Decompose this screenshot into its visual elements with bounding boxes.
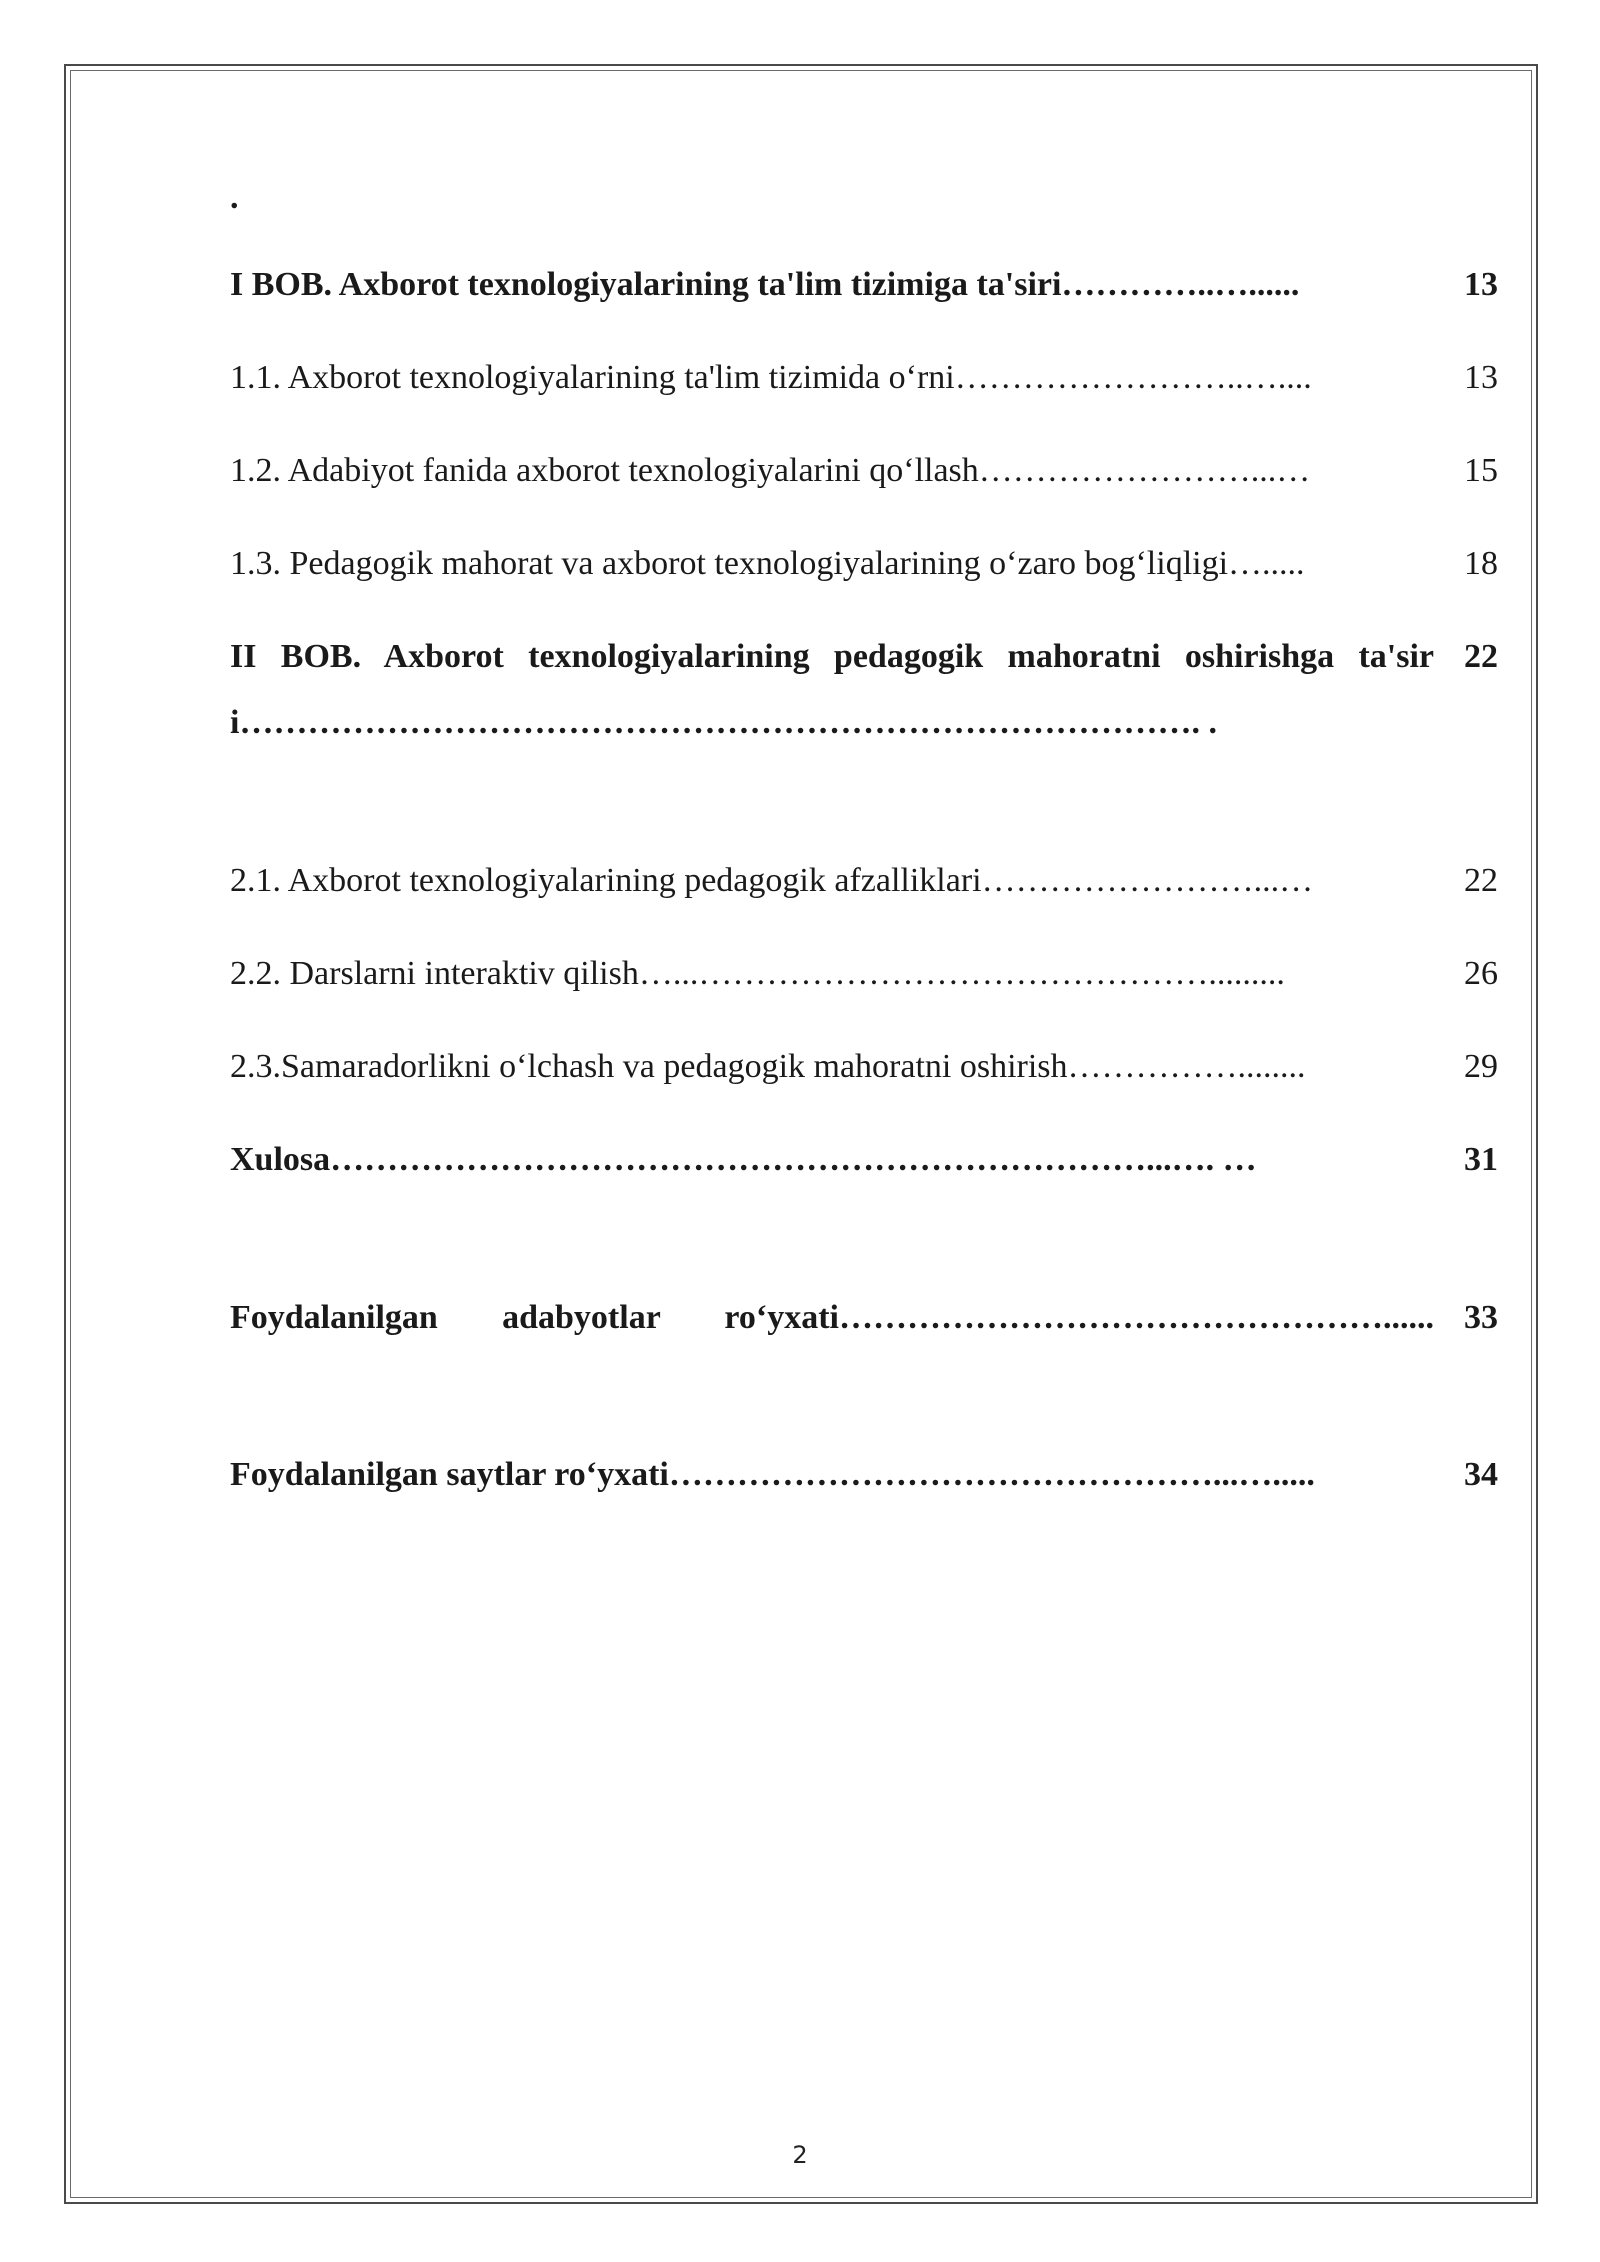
toc-entry-chapter-2[interactable] xyxy=(230,624,1498,824)
toc-entry-title: Foydalanilgan adabyotlar ro‘yxati…………………………………………...... xyxy=(230,1299,1434,1336)
toc-entry-title: 2.3.Samaradorlikni o‘lchash va pedagogik mahoratni oshirish……………........ xyxy=(230,1048,1306,1085)
toc-entry-title: II BOB. Axborot texnologiyalarining pedagogik mahoratni oshirishga ta'siri…………………………………………………………………………. . xyxy=(230,638,1434,741)
toc-entry-section-1-3[interactable] xyxy=(230,531,1498,591)
toc-entry-title: 1.1. Axborot texnologiyalarining ta'lim tizimida o‘rni……………………..….... xyxy=(230,359,1312,396)
toc-entry-section-2-2[interactable] xyxy=(230,941,1498,1001)
toc-entry-title: Xulosa………………………………………………………………...…. … xyxy=(230,1141,1257,1178)
toc-entry-page: 31 xyxy=(1464,1141,1498,1178)
toc-entry-section-1-1[interactable] xyxy=(230,345,1498,405)
toc-entry-title: 1.3. Pedagogik mahorat va axborot texnologiyalarining o‘zaro bog‘liqligi…..... xyxy=(230,545,1305,582)
toc-entry-references[interactable] xyxy=(230,1285,1498,1425)
toc-entry-page: 18 xyxy=(1464,545,1498,582)
toc-entry-title: 1.2. Adabiyot fanida axborot texnologiyalarini qo‘llash……………………...… xyxy=(230,452,1311,489)
toc-entry-title: 2.2. Darslarni interaktiv qilish…...………………………………………......... xyxy=(230,955,1285,992)
toc-entry-title: I BOB. Axborot texnologiyalarining ta'lim tizimiga ta'siri…………..…...... xyxy=(230,266,1300,303)
toc-entry-page: 33 xyxy=(1464,1299,1498,1336)
toc-entry-page: 13 xyxy=(1464,359,1498,396)
leading-dot: . xyxy=(230,179,239,216)
toc-entry-title: 2.1. Axborot texnologiyalarining pedagogik afzalliklari……………………...… xyxy=(230,862,1314,899)
page-number: 2 xyxy=(792,2141,808,2169)
toc-entry-page: 15 xyxy=(1464,452,1498,489)
toc-entry-section-2-3[interactable] xyxy=(230,1034,1498,1094)
toc-entry-section-1-2[interactable] xyxy=(230,438,1498,498)
toc-entry-websites[interactable] xyxy=(230,1442,1498,1502)
toc-entry-page: 22 xyxy=(1464,638,1498,675)
toc-entry-page: 26 xyxy=(1464,955,1498,992)
toc-entry-page: 34 xyxy=(1464,1456,1498,1493)
toc-entry-chapter-1[interactable] xyxy=(230,252,1498,312)
toc-entry-conclusion[interactable] xyxy=(230,1127,1498,1267)
toc-entry-page: 13 xyxy=(1464,266,1498,303)
toc-entry-section-2-1[interactable] xyxy=(230,848,1498,908)
toc-entry-page: 22 xyxy=(1464,862,1498,899)
toc-entry-title: Foydalanilgan saytlar ro‘yxati…………………………………………...…..... xyxy=(230,1456,1315,1493)
toc-entry-page: 29 xyxy=(1464,1048,1498,1085)
